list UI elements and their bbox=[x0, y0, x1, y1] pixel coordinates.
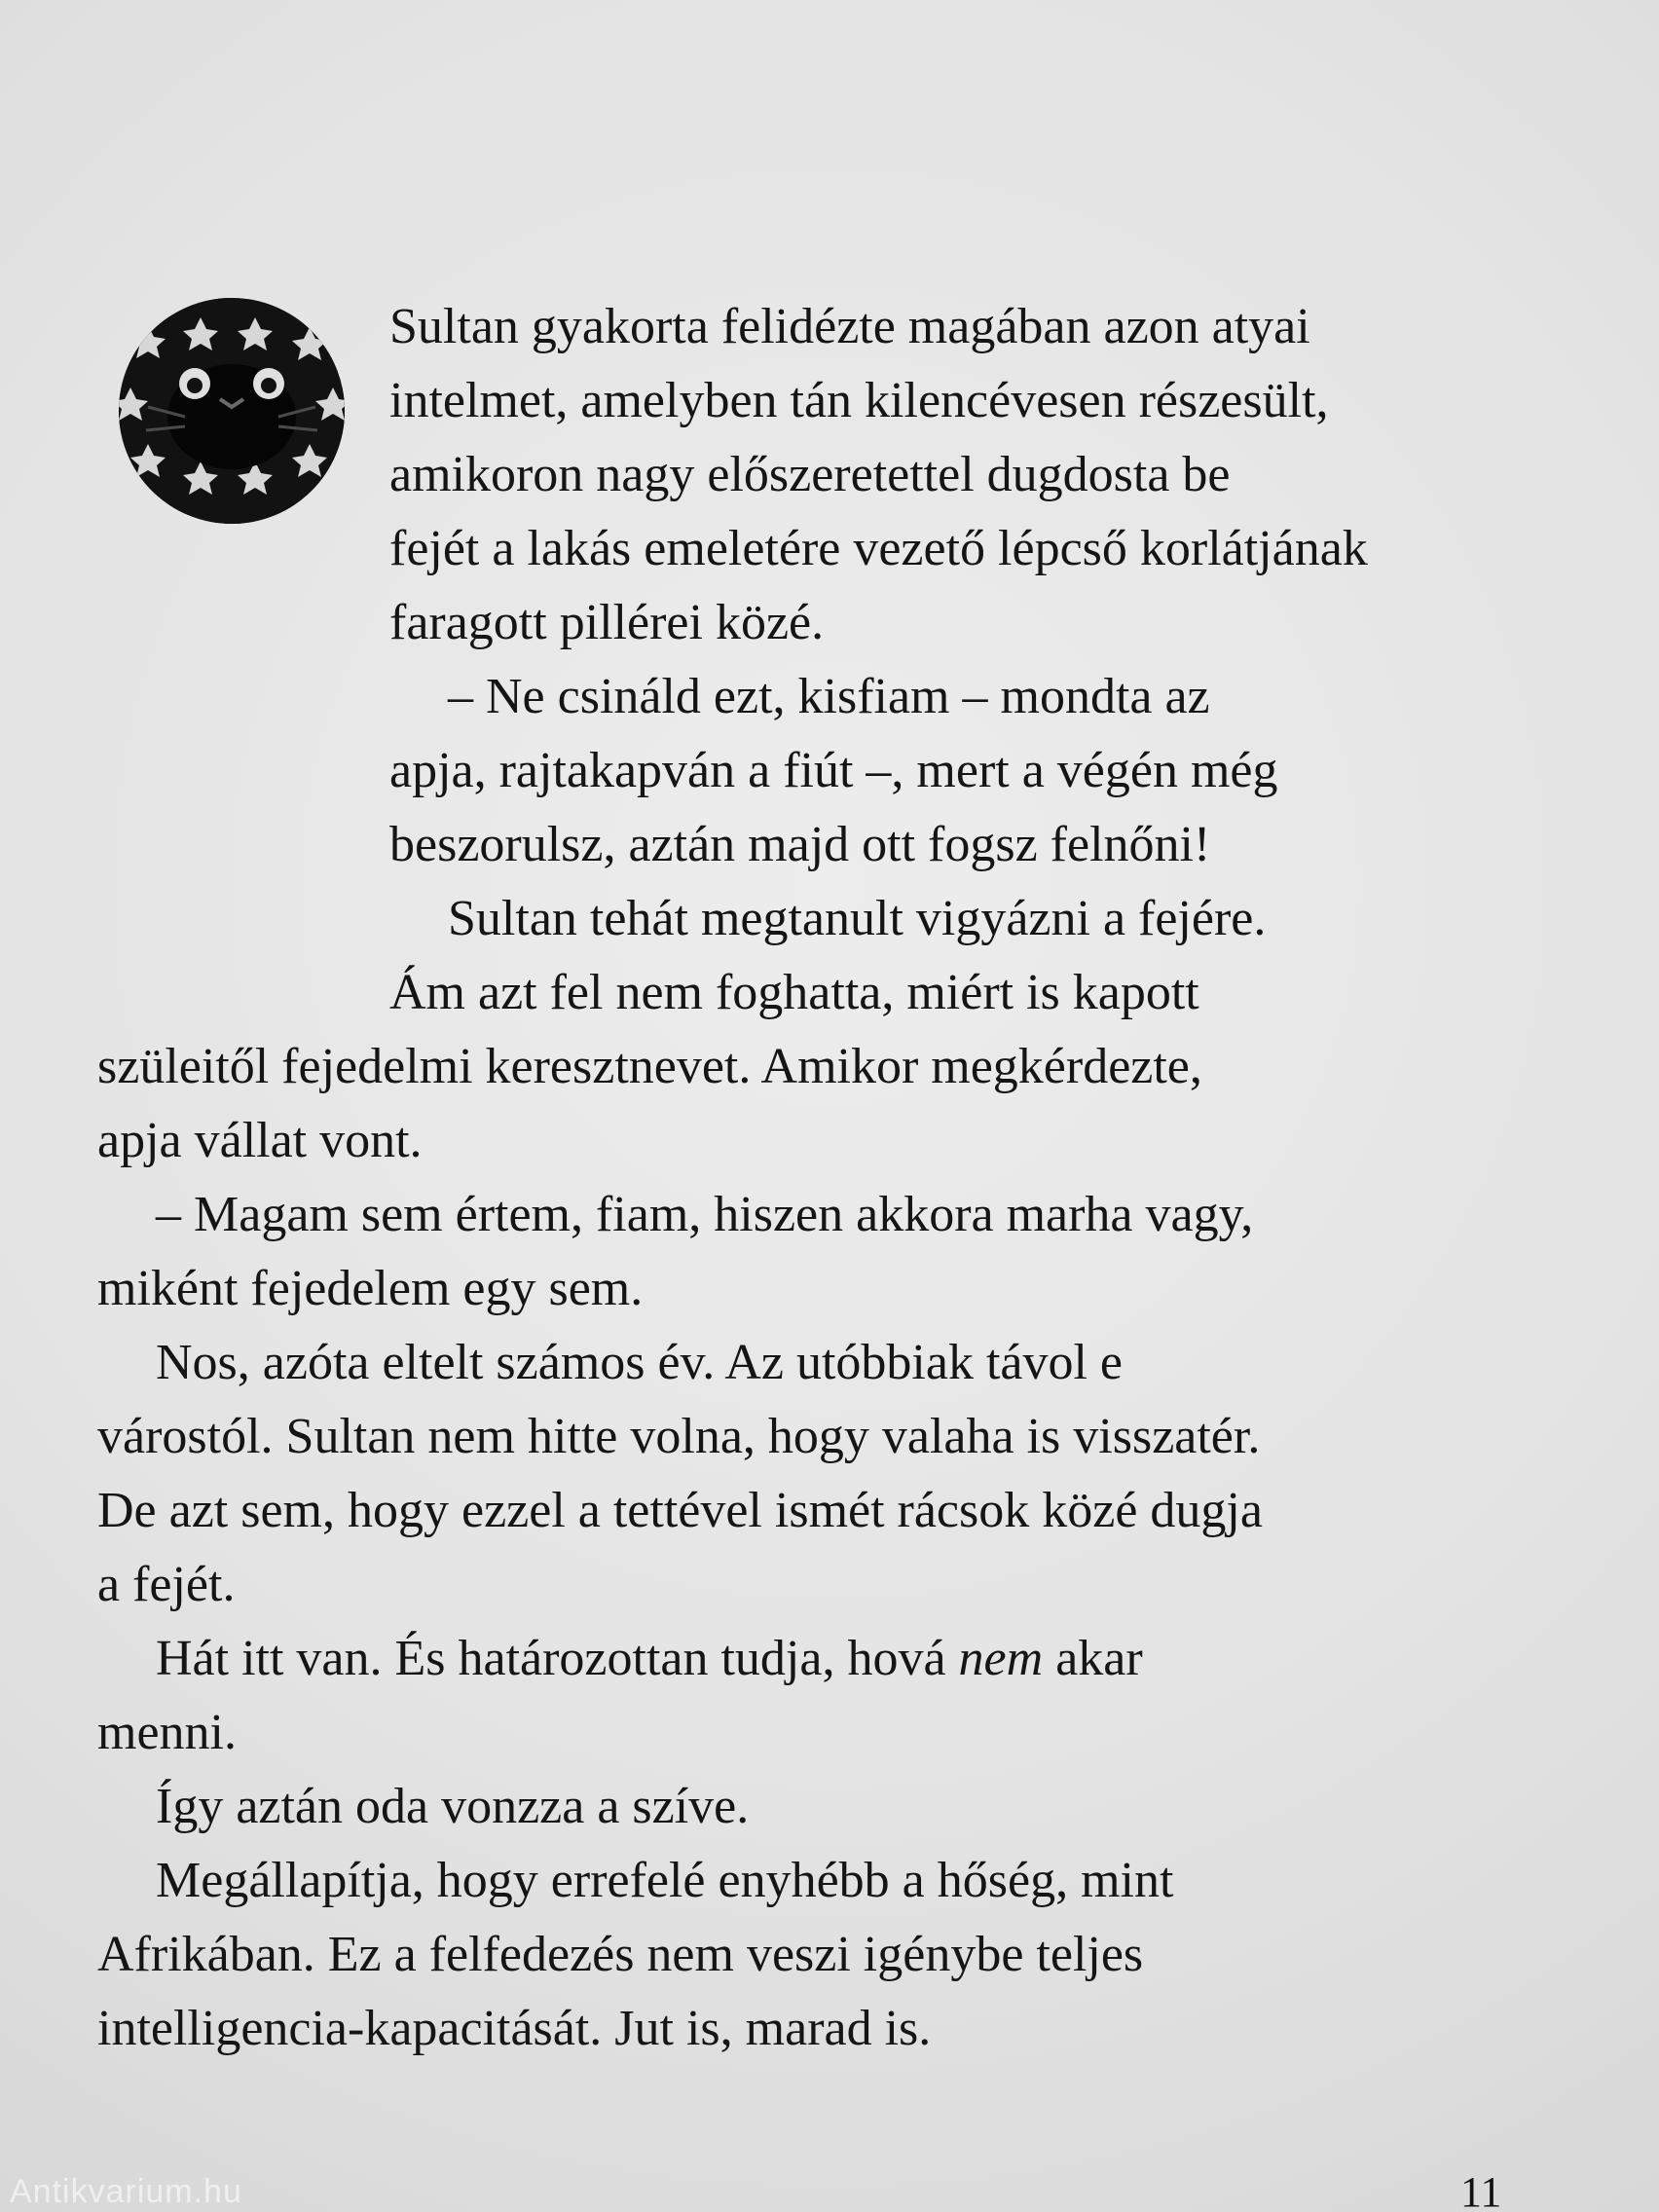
chapter-text bbox=[97, 290, 1538, 2066]
text-line: Nos, azóta eltelt számos év. Az utóbbiak távol e bbox=[156, 1335, 1124, 1390]
watermark: Antikvarium.hu bbox=[10, 2173, 242, 2210]
text-line: De azt sem, hogy ezzel a tettével ismét rácsok közé dugja bbox=[97, 1483, 1263, 1538]
text-line: – Magam sem értem, fiam, hiszen akkora marha vagy, bbox=[156, 1187, 1254, 1242]
text-line: fejét a lakás emeletére vezető lépcső korlátjának bbox=[389, 521, 1368, 576]
text-line: a fejét. bbox=[97, 1557, 236, 1612]
text-line: intelmet, amelyben tán kilencévesen részesült, bbox=[389, 373, 1329, 428]
emphasis-text: nem bbox=[958, 1631, 1044, 1686]
text-line: Ám azt fel nem foghatta, miért is kapott bbox=[389, 965, 1199, 1020]
text-line: menni. bbox=[97, 1705, 237, 1760]
text-line: – Ne csináld ezt, kisfiam – mondta az bbox=[448, 669, 1210, 724]
text-line: Sultan tehát megtanult vigyázni a fejére. bbox=[448, 891, 1267, 946]
text-line: faragott pillérei közé. bbox=[389, 595, 825, 650]
text-line: várostól. Sultan nem hitte volna, hogy valaha is visszatér. bbox=[97, 1409, 1261, 1464]
text-line: Megállapítja, hogy errefelé enyhébb a hőség, mint bbox=[156, 1853, 1174, 1908]
text-line: Afrikában. Ez a felfedezés nem veszi igénybe teljes bbox=[97, 1927, 1144, 1982]
text-line: apja vállat vont. bbox=[97, 1113, 423, 1168]
page-number: 11 bbox=[1460, 2168, 1502, 2212]
text-line: beszorulsz, aztán majd ott fogsz felnőni! bbox=[389, 817, 1211, 872]
text-line: amikoron nagy előszeretettel dugdosta be bbox=[389, 447, 1231, 502]
text-line: intelligencia-kapacitását. Jut is, marad is. bbox=[97, 2001, 932, 2056]
text-segment: Hát itt van. És határozottan tudja, hová bbox=[156, 1631, 946, 1686]
text-line bbox=[97, 1622, 1538, 1696]
text-line: apja, rajtakapván a fiút –, mert a végén még bbox=[389, 743, 1278, 798]
text-line: miként fejedelem egy sem. bbox=[97, 1261, 644, 1316]
text-line: szüleitől fejedelmi keresztnevet. Amikor megkérdezte, bbox=[97, 1039, 1202, 1094]
text-line: Így aztán oda vonzza a szíve. bbox=[156, 1779, 750, 1834]
text-segment: akar bbox=[1055, 1631, 1143, 1686]
text-line: Sultan gyakorta felidézte magában azon atyai bbox=[389, 299, 1310, 354]
